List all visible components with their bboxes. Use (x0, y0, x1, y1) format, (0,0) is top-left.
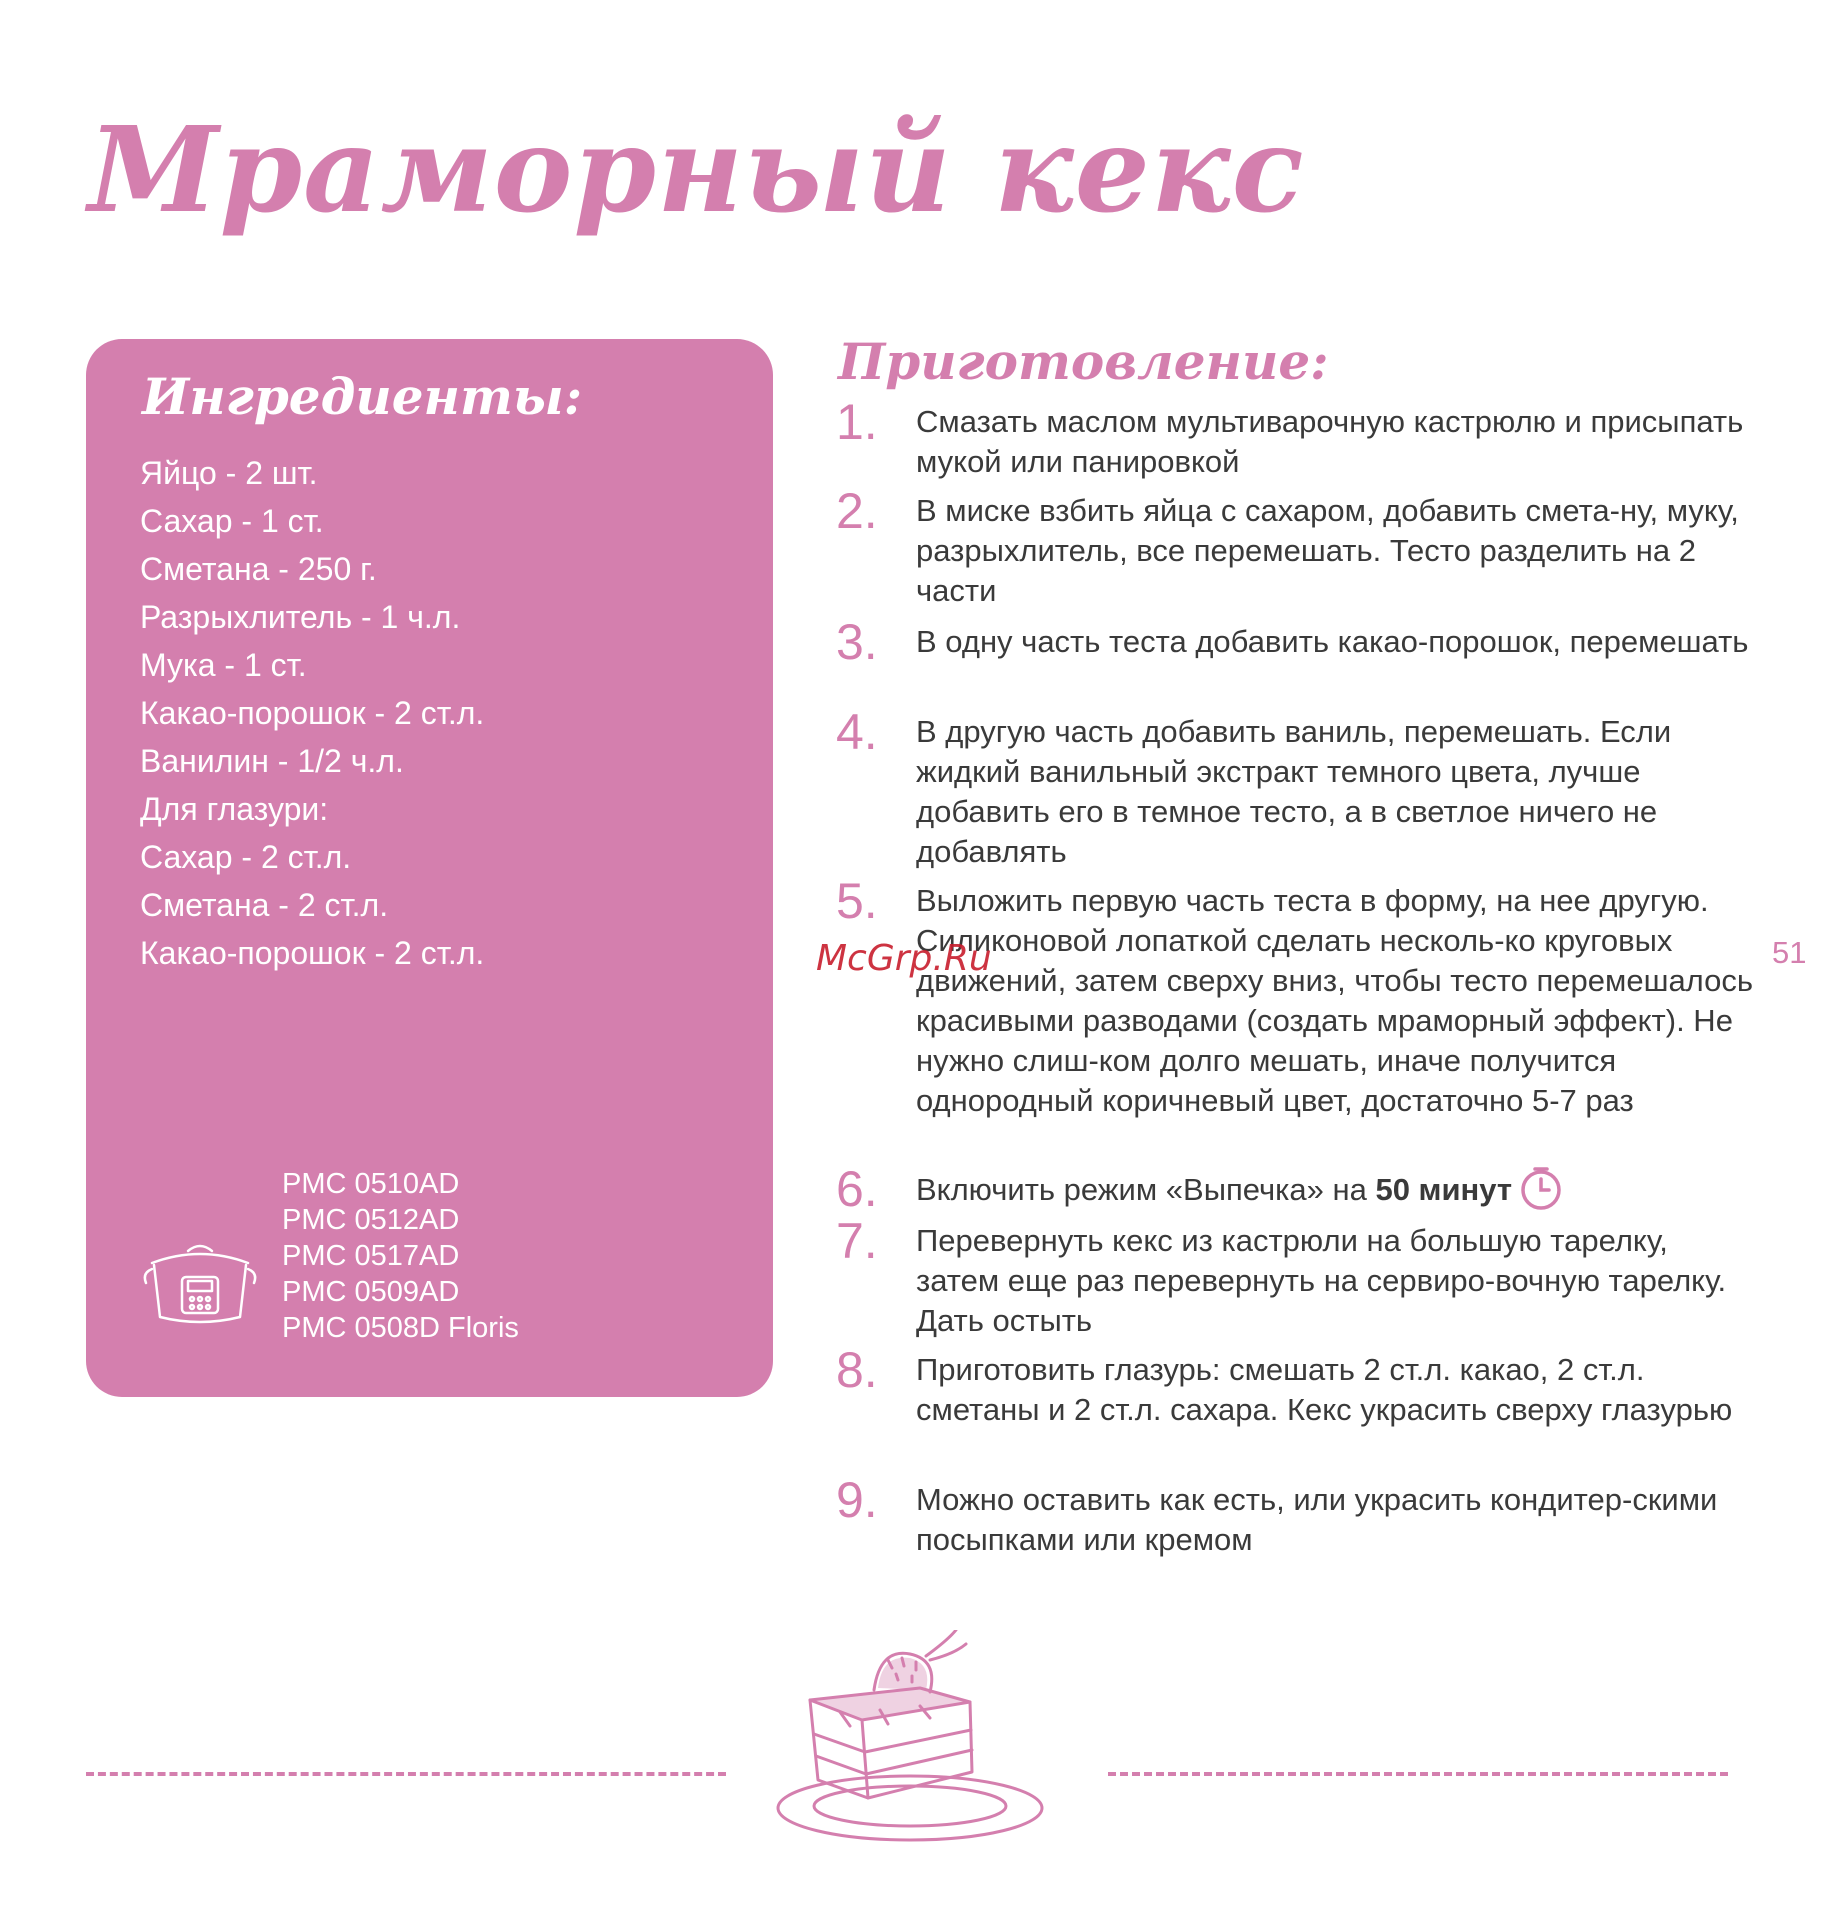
step-text: Перевернуть кекс из кастрюли на большую тарелку, затем еще раз перевернуть на сервиро-вочную тарелку. Дать остыть (916, 1223, 1727, 1338)
ingredient-item: Сахар - 1 ст. (140, 503, 324, 539)
page-number: 51 (1772, 935, 1807, 970)
step-text: Приготовить глазурь: смешать 2 ст.л. какао, 2 ст.л. сметаны и 2 ст.л. сахара. Кекс украсить сверху глазурью (916, 1352, 1733, 1427)
compatible-models-list (282, 1166, 519, 1346)
ingredient-item: Для глазури: (140, 791, 329, 827)
model-item: PMC 0510AD (282, 1168, 460, 1200)
ingredients-heading: Ингредиенты: (142, 367, 583, 426)
step-number: 4. (836, 704, 878, 760)
step-text (916, 1169, 1756, 1215)
ingredient-item: Сметана - 250 г. (140, 551, 377, 587)
ingredient-item: Какао-порошок - 2 ст.л. (140, 935, 485, 971)
bake-time: 50 минут (1375, 1172, 1513, 1208)
clock-icon (1518, 1166, 1564, 1212)
step-number: 8. (836, 1342, 878, 1398)
preparation-heading: Приготовление: (838, 332, 1329, 391)
cake-illustration (770, 1630, 1050, 1850)
model-item: PMC 0509AD (282, 1276, 460, 1308)
model-item: PMC 0512AD (282, 1204, 460, 1236)
page-title: Мраморный кекс (88, 100, 1305, 239)
divider-right (1108, 1772, 1728, 1776)
divider-left (86, 1772, 726, 1776)
step-text: Выложить первую часть теста в форму, на нее другую. Силиконовой лопаткой сделать несколь-ко круговых движений, затем сверху вниз, чтобы тесто перемешалось красивыми разводами (создать мраморный эффект). Не нужно слиш-ком долго мешать, иначе получится однородный коричневый цвет, достаточно 5-7 раз (916, 883, 1754, 1118)
ingredients-panel (86, 339, 773, 1397)
step-number: 9. (836, 1472, 878, 1528)
ingredient-item: Яйцо - 2 шт. (140, 455, 318, 491)
ingredient-item: Разрыхлитель - 1 ч.л. (140, 599, 461, 635)
step-text: Смазать маслом мультиварочную кастрюлю и присыпать мукой или панировкой (916, 404, 1744, 479)
ingredient-item: Мука - 1 ст. (140, 647, 307, 683)
step-text-main: Включить режим «Выпечка» на (916, 1172, 1376, 1208)
step-number: 3. (836, 614, 878, 670)
step-number: 7. (836, 1213, 878, 1269)
step-number: 5. (836, 873, 878, 929)
step-text: В другую часть добавить ваниль, перемешать. Если жидкий ванильный экстракт темного цвета, лучше добавить его в темное тесто, а в светлое ничего не добавлять (916, 714, 1672, 869)
ingredient-item: Сахар - 2 ст.л. (140, 839, 352, 875)
ingredient-item: Какао-порошок - 2 ст.л. (140, 695, 485, 731)
ingredients-list (140, 449, 484, 977)
step-text: Можно оставить как есть, или украсить кондитер-скими посыпками или кремом (916, 1482, 1718, 1557)
step-text: В миске взбить яйца с сахаром, добавить смета-ну, муку, разрыхлитель, все перемешать. Тесто разделить на 2 части (916, 493, 1739, 608)
step-number: 6. (836, 1161, 878, 1217)
step-number: 2. (836, 483, 878, 539)
step-number: 1. (836, 394, 878, 450)
model-item: PMC 0517AD (282, 1240, 460, 1272)
ingredient-item: Ванилин - 1/2 ч.л. (140, 743, 404, 779)
step-text: В одну часть теста добавить какао-порошок, перемешать (916, 624, 1749, 659)
model-item: PMC 0508D Floris (282, 1312, 519, 1344)
watermark: McGrp.Ru (816, 938, 992, 979)
multicooker-icon (138, 1233, 262, 1329)
ingredient-item: Сметана - 2 ст.л. (140, 887, 389, 923)
